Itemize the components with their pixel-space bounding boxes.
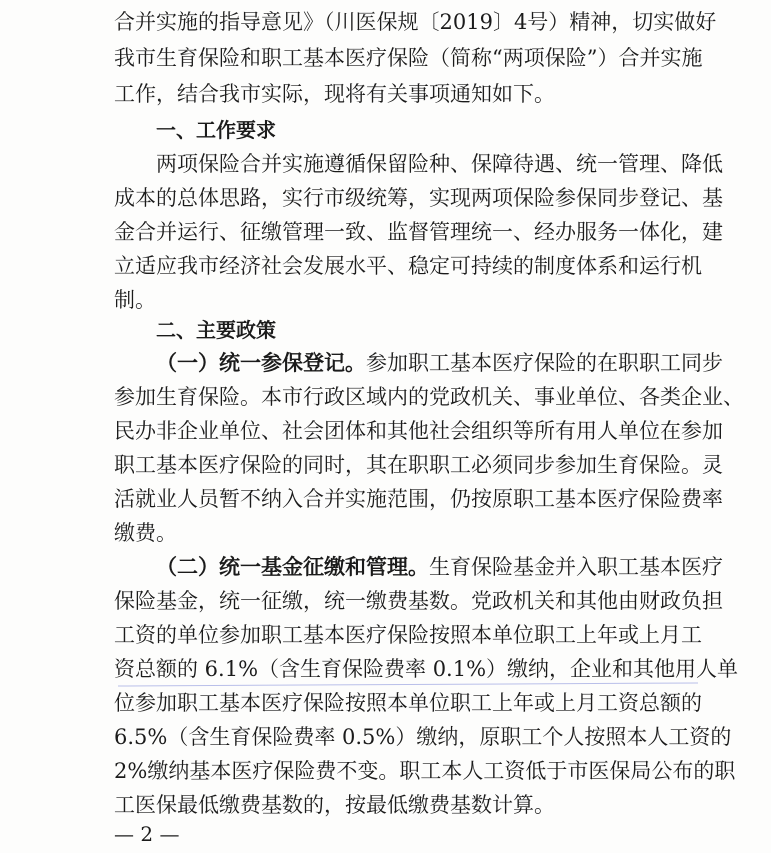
body-text-line: 参加生育保险。本市行政区域内的党政机关、事业单位、各类企业、 <box>114 385 744 409</box>
body-text-line: 金合并运行、征缴管理一致、监督管理统一、经办服务一体化，建 <box>114 220 723 244</box>
body-text-line: 职工基本医疗保险的同时，其在职职工必须同步参加生育保险。灵 <box>114 453 723 477</box>
policy-item-first-line <box>156 550 723 584</box>
policy-item-title: （二）统一基金征缴和管理。 <box>156 554 429 579</box>
body-text-line: 资总额的 6.1%（含生育保险费率 0.1%）缴纳，企业和其他用人单 <box>114 657 739 681</box>
body-text-line: 工资的单位参加职工基本医疗保险按照本单位职工上年或上月工 <box>114 623 702 647</box>
body-text-line: 民办非企业单位、社会团体和其他社会组织等所有用人单位在参加 <box>114 419 723 443</box>
body-text-line: 工医保最低缴费基数的，按最低缴费基数计算。 <box>114 793 555 817</box>
body-text-line: 6.5%（含生育保险费率 0.5%）缴纳，原职工个人按照本人工资的 <box>114 725 732 749</box>
body-text-line: 制。 <box>114 288 156 312</box>
body-text-line: 保险基金，统一征缴，统一缴费基数。党政机关和其他由财政负担 <box>114 589 723 613</box>
section-heading: 一、工作要求 <box>156 118 276 142</box>
policy-item-title: （一）统一参保登记。 <box>156 350 366 375</box>
policy-item-first-line <box>156 346 723 380</box>
policy-item-text: 生育保险基金并入职工基本医疗 <box>429 555 723 579</box>
body-text-line: 立适应我市经济社会发展水平、稳定可持续的制度体系和运行机 <box>114 254 702 278</box>
body-text-line: 我市生育保险和职工基本医疗保险（简称“两项保险”）合并实施 <box>114 46 703 70</box>
policy-item-text: 参加职工基本医疗保险的在职职工同步 <box>366 351 723 375</box>
body-text-line: 缴费。 <box>114 521 177 545</box>
body-text-line: 工作，结合我市实际，现将有关事项通知如下。 <box>114 82 555 106</box>
section-heading: 二、主要政策 <box>156 318 276 342</box>
page-number: — 2 — <box>114 822 180 846</box>
body-text-line: 位参加职工基本医疗保险按照本单位职工上年或上月工资总额的 <box>114 691 702 715</box>
body-text-line: 成本的总体思路，实行市级统筹，实现两项保险参保同步登记、基 <box>114 186 723 210</box>
body-text-line: 合并实施的指导意见》（川医保规〔2019〕4号）精神，切实做好 <box>114 10 717 34</box>
body-text-line: 活就业人员暂不纳入合并实施范围，仍按原职工基本医疗保险费率 <box>114 487 723 511</box>
body-text-line: 两项保险合并实施遵循保留险种、保障待遇、统一管理、降低 <box>156 152 723 176</box>
body-text-line: 2%缴纳基本医疗保险费不变。职工本人工资低于市医保局公布的职 <box>114 759 736 783</box>
